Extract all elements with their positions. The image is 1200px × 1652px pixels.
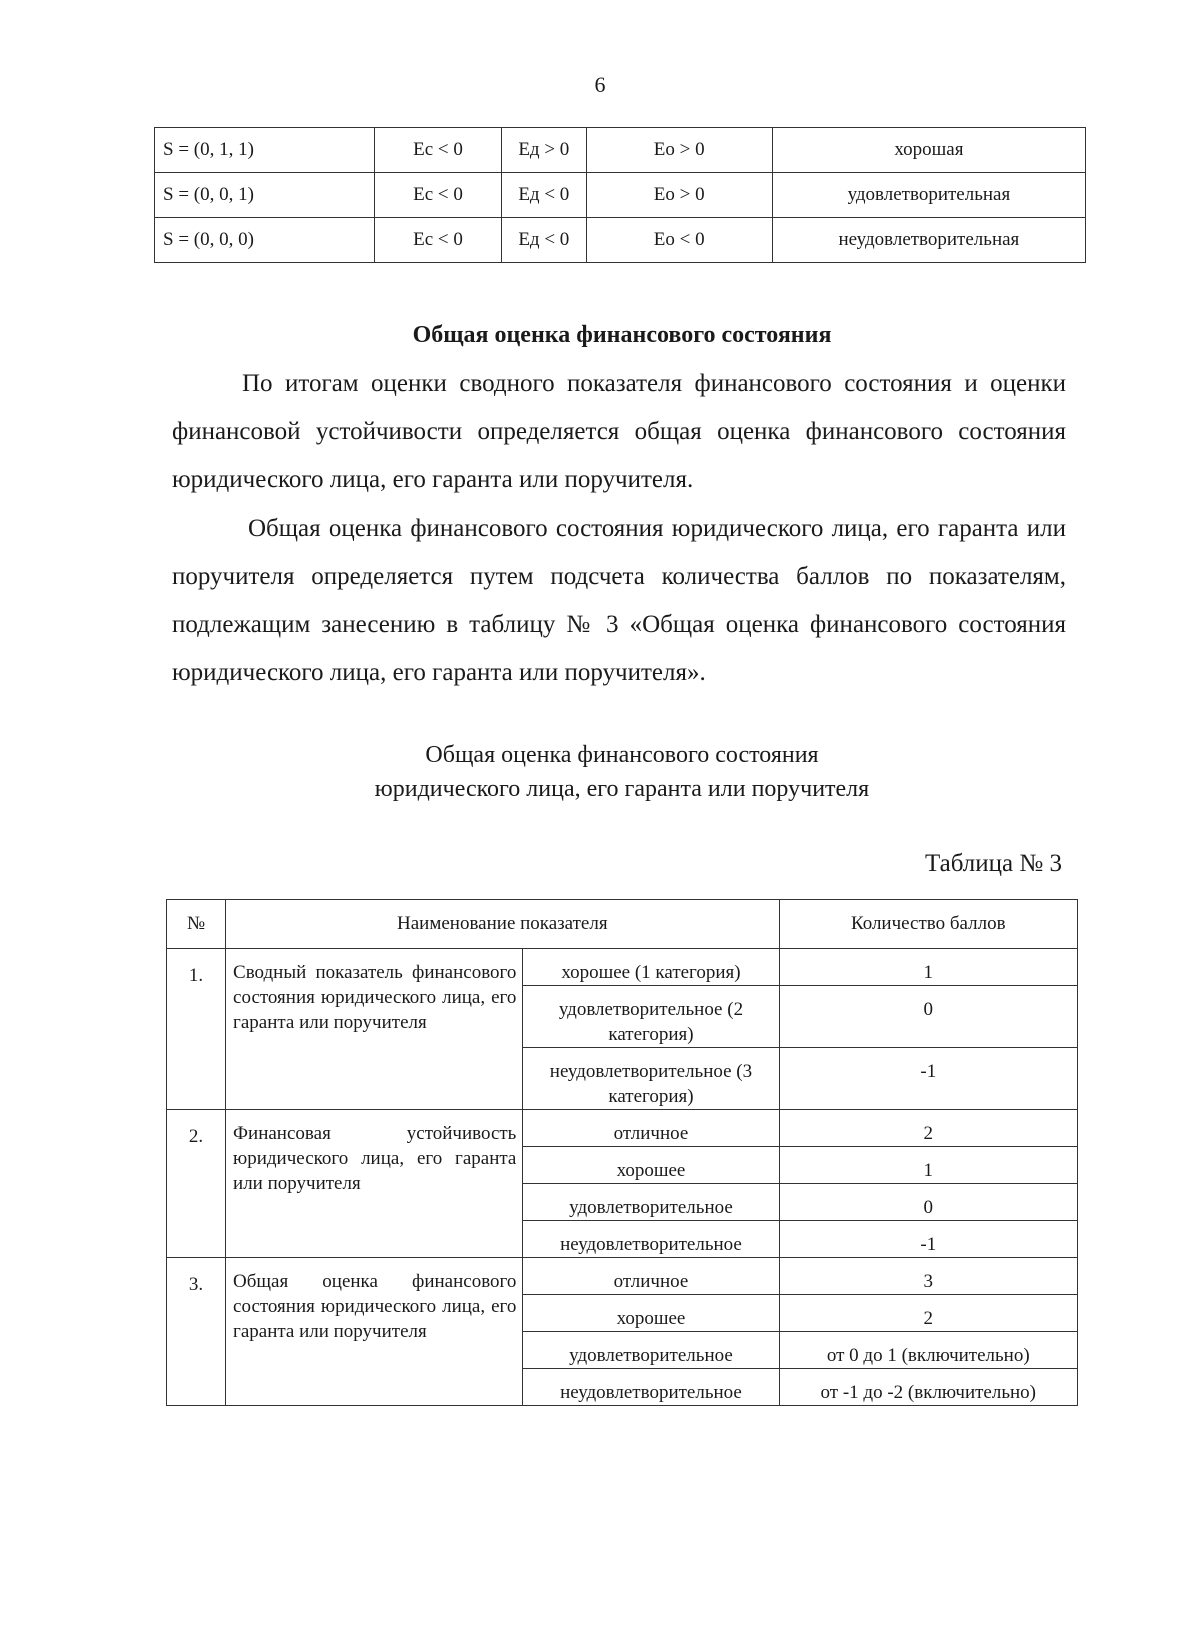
table-row [167,1110,1078,1147]
level-cell: неудовлетворительное [523,1221,779,1258]
rating-cell: удовлетворительная [772,173,1085,218]
row-number: 3. [167,1258,226,1406]
ed-cell: Ед < 0 [502,218,587,263]
table-row [155,173,1086,218]
table-row [167,949,1078,986]
page-number: 6 [594,72,606,97]
header-points: Количество баллов [779,900,1077,949]
indicator-name: Финансовая устойчивость юридического лица, его гаранта или поручителя [226,1110,523,1258]
indicator-name: Общая оценка финансового состояния юридического лица, его гаранта или поручителя [226,1258,523,1406]
row-number: 2. [167,1110,226,1258]
paragraph: По итогам оценки сводного показателя финансового состояния и оценки финансовой устойчивости определяется общая оценка финансового состояния юридического лица, его гаранта или поручителя. [172,370,1066,493]
points-cell: 2 [779,1110,1077,1147]
paragraph: Общая оценка финансового состояния юридического лица, его гаранта или поручителя определяется путем подсчета количества баллов по показателям, подлежащим занесению в таблицу № 3 «Общая оценка финансового состояния юридического лица, его гаранта или поручителя». [172,515,1066,686]
table-label: Таблица № 3 [924,850,1062,877]
level-cell: удовлетворительное [523,1332,779,1369]
table-caption: Общая оценка финансового состояния [425,742,819,768]
header-name: Наименование показателя [226,900,780,949]
overall-assessment-table [166,899,1078,1406]
eo-cell: Ео < 0 [586,218,772,263]
table-caption: юридического лица, его гаранта или поручителя [374,776,870,802]
rating-cell: хорошая [772,128,1085,173]
level-cell: отличное [523,1110,779,1147]
points-cell: -1 [779,1221,1077,1258]
points-cell: -1 [779,1048,1077,1110]
points-cell: от 0 до 1 (включительно) [779,1332,1077,1369]
points-cell: от -1 до -2 (включительно) [779,1369,1077,1406]
points-cell: 1 [779,1147,1077,1184]
ec-cell: Ес < 0 [375,218,502,263]
points-cell: 0 [779,986,1077,1048]
level-cell: хорошее [523,1295,779,1332]
level-cell: отличное [523,1258,779,1295]
points-cell: 1 [779,949,1077,986]
row-number: 1. [167,949,226,1110]
rating-cell: неудовлетворительная [772,218,1085,263]
table-row [155,218,1086,263]
table-header-row [167,900,1078,949]
state-vector-cell: S = (0, 1, 1) [155,128,375,173]
level-cell: неудовлетворительное [523,1369,779,1406]
ed-cell: Ед < 0 [502,173,587,218]
level-cell: хорошее [523,1147,779,1184]
points-cell: 2 [779,1295,1077,1332]
eo-cell: Ео > 0 [586,173,772,218]
level-cell: неудовлетворительное (3 категория) [523,1048,779,1110]
ec-cell: Ес < 0 [375,173,502,218]
level-cell: хорошее (1 категория) [523,949,779,986]
state-vector-cell: S = (0, 0, 1) [155,173,375,218]
header-num: № [167,900,226,949]
eo-cell: Ео > 0 [586,128,772,173]
state-vector-cell: S = (0, 0, 0) [155,218,375,263]
section-heading: Общая оценка финансового состояния [412,322,832,348]
level-cell: удовлетворительное (2 категория) [523,986,779,1048]
points-cell: 3 [779,1258,1077,1295]
indicator-name: Сводный показатель финансового состояния юридического лица, его гаранта или поручителя [226,949,523,1110]
table-row [167,1258,1078,1295]
ed-cell: Ед > 0 [502,128,587,173]
table-row [155,128,1086,173]
points-cell: 0 [779,1184,1077,1221]
stability-type-table [154,127,1086,263]
level-cell: удовлетворительное [523,1184,779,1221]
ec-cell: Ес < 0 [375,128,502,173]
